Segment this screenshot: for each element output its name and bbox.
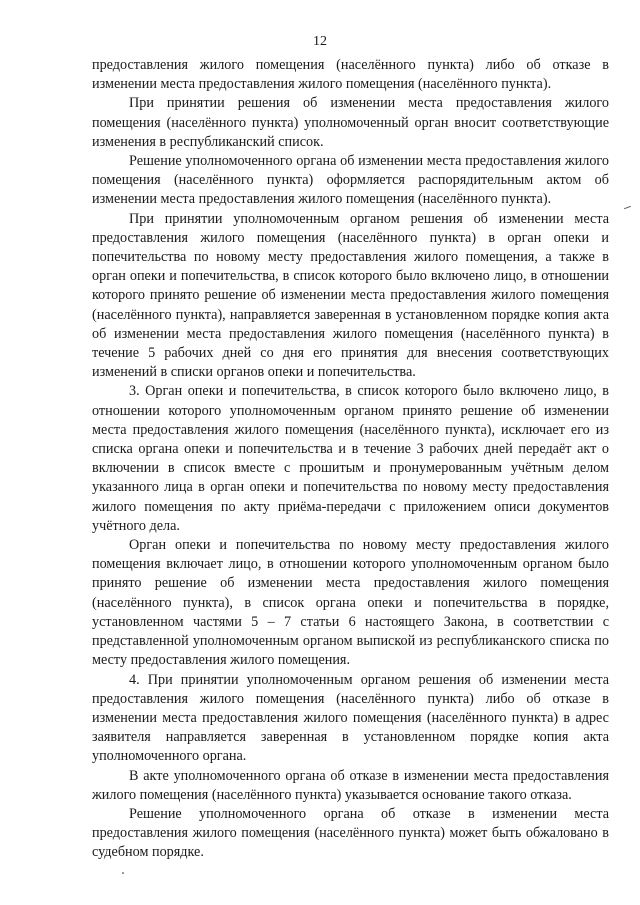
scan-artifact-mark — [624, 206, 631, 209]
paragraph-clause-3: 3. Орган опеки и попечительства, в список которого было включено лицо, в отношении которого уполномоченным органом принято решение об изменении места предоставления жилого помещения (населённого пункта), исключает его из списка органа опеки и попечительства и в течение 3 рабочих дней передаёт акт о включении в список вместе с прошитым и пронумерованным учётным делом указанного лица в орган опеки и попечительства по новому месту предоставления жилого помещения по акту приёма-передачи с приложением описи документов учётного дела. — [92, 383, 609, 534]
paragraph-clause-4: 4. При принятии уполномоченным органом решения об изменении места предоставления жилого помещения (населённого пункта) либо об отказе в изменении места предоставления жилого помещения (населённого пункта) в адрес заявителя направляется заверенная в установленном порядке копия акта уполномоченного органа. — [92, 671, 609, 765]
page-number: 12 — [313, 34, 327, 49]
paragraph: Решение уполномоченного органа об изменении места предоставления жилого помещения (населённого пункта) оформляется распорядительным актом об изменении места предоставления жилого помещения (населённого пункта). — [92, 153, 609, 208]
scan-artifact-dot — [122, 872, 124, 874]
paragraph: При принятии уполномоченным органом решения об изменении места предоставления жилого помещения (населённого пункта) в орган опеки и попечительства по новому месту предоставления жилого помещения, а также в орган опеки и попечительства, в список которого было включено лицо, в отношении которого принято решение об изменении места предоставления жилого помещения (населённого пункта), направляется заверенная в установленном порядке копия акта об изменении места предоставления жилого помещения (населённого пункта) в течение 5 рабочих дней со дня его принятия для внесения соответствующих изменений в списки органов опеки и попечительства. — [92, 210, 609, 381]
paragraph: При принятии решения об изменении места предоставления жилого помещения (населённого пункта) уполномоченный орган вносит соответствующие изменения в республиканский список. — [92, 95, 609, 150]
paragraph: Решение уполномоченного органа об отказе в изменении места предоставления жилого помещения (населённого пункта) может быть обжаловано в судебном порядке. — [92, 805, 609, 861]
document-body — [92, 56, 609, 863]
paragraph: В акте уполномоченного органа об отказе в изменении места предоставления жилого помещения (населённого пункта) указывается основание такого отказа. — [92, 767, 609, 803]
paragraph: Орган опеки и попечительства по новому месту предоставления жилого помещения включает лицо, в отношении которого уполномоченным органом было принято решение об изменении места предоставления жилого помещения (населённого пункта), в список органа опеки и попечительства в порядке, установленном частями 5 – 7 статьи 6 настоящего Закона, в соответствии с представленной уполномоченным органом выпиской из республиканского списка по месту предоставления жилого помещения. — [92, 537, 609, 669]
paragraph-continuation: предоставления жилого помещения (населённого пункта) либо об отказе в изменении места предоставления жилого помещения (населённого пункта). — [92, 57, 609, 93]
